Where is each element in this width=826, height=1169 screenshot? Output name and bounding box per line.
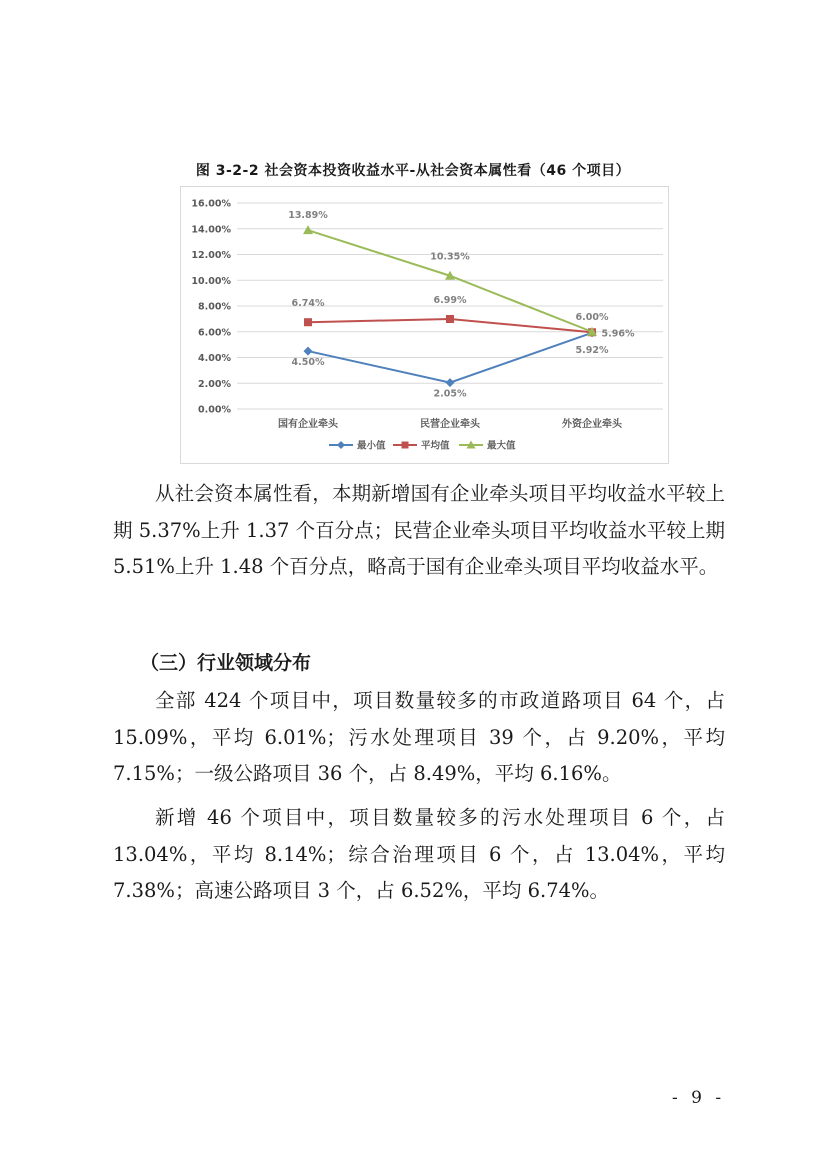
data-label: 4.50% (291, 357, 325, 369)
legend-label: 最小值 (357, 440, 386, 452)
x-tick-label: 国有企业牵头 (278, 419, 338, 430)
data-label: 13.89% (288, 210, 328, 222)
y-tick-label: 8.00% (198, 301, 231, 313)
line-chart (180, 186, 669, 464)
paragraph-new-projects: 新增 46 个项目中，项目数量较多的污水处理项目 6 个，占 13.04%，平均 8.14%；综合治理项目 6 个，占 13.04%，平均 7.38%；高速公路项目 3 个，占 6.52%，平均 6.74%。 (113, 806, 725, 902)
data-label: 6.00% (575, 311, 609, 323)
y-tick-label: 10.00% (191, 275, 231, 287)
y-tick-label: 0.00% (198, 404, 231, 416)
x-tick-label: 民营企业牵头 (420, 419, 480, 430)
y-tick-label: 16.00% (191, 198, 231, 210)
legend-marker (402, 442, 409, 449)
data-point (303, 225, 313, 234)
chart-canvas (181, 187, 668, 463)
y-tick-label: 4.00% (198, 353, 231, 364)
data-label: 6.99% (433, 295, 467, 307)
data-point (304, 347, 313, 356)
data-point (446, 315, 454, 323)
data-point (304, 318, 312, 326)
page-number: - 9 - (672, 1088, 726, 1108)
y-tick-label: 12.00% (191, 250, 231, 261)
section-heading-industry: （三）行业领域分布 (140, 652, 312, 674)
x-tick-label: 外资企业牵头 (562, 419, 622, 430)
legend-label: 最大值 (487, 440, 516, 452)
data-label: 5.92% (575, 344, 609, 356)
data-label: 5.96% (601, 328, 635, 340)
y-tick-label: 2.00% (198, 378, 231, 390)
data-label: 10.35% (430, 251, 470, 263)
y-tick-label: 14.00% (191, 224, 231, 236)
y-tick-label: 6.00% (198, 327, 231, 339)
paragraph-all-projects: 全部 424 个项目中，项目数量较多的市政道路项目 64 个，占 15.09%，平均 6.01%；污水处理项目 39 个，占 9.20%，平均 7.15%；一级公路项目 36 个，占 8.49%，平均 6.16%。 (113, 689, 725, 785)
legend-marker (337, 441, 345, 449)
data-label: 6.74% (291, 298, 325, 310)
paragraph-capital-attribute: 从社会资本属性看，本期新增国有企业牵头项目平均收益水平较上期 5.37%上升 1.37 个百分点；民营企业牵头项目平均收益水平较上期 5.51%上升 1.48 个百分点，略高于国有企业牵头项目平均收益水平。 (113, 482, 725, 578)
legend-label: 平均值 (421, 440, 450, 452)
data-point (446, 378, 455, 387)
figure-title: 图 3-2-2 社会资本投资收益水平-从社会资本属性看（46 个项目） (195, 163, 631, 179)
data-label: 2.05% (433, 388, 467, 400)
